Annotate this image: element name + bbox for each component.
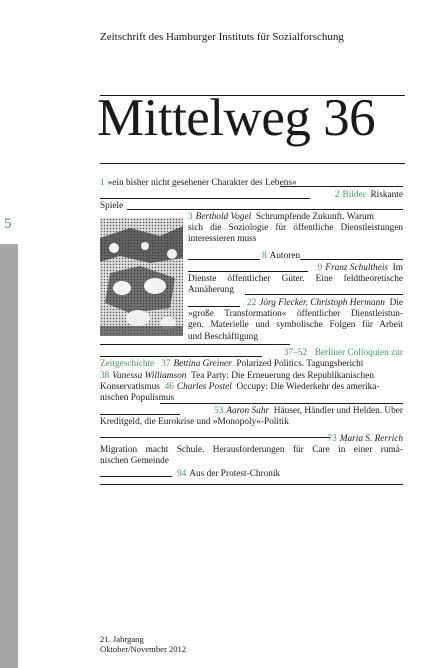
toc-title-line: »große Transformation« öffentlicher Dienstleistun- bbox=[188, 309, 403, 320]
toc-rule bbox=[127, 209, 403, 210]
toc-rule bbox=[160, 403, 403, 404]
toc-author: Charles Postel bbox=[176, 382, 232, 393]
toc-title-line: nischen Populismus bbox=[100, 393, 175, 404]
toc-title-line: Dienste öffentlicher Güter. Eine feldtheoretische bbox=[188, 274, 403, 285]
toc-series-title-continued: Zeitgeschichte bbox=[100, 359, 155, 370]
issue-footer bbox=[100, 634, 186, 654]
toc-section-label: Bilder bbox=[342, 190, 366, 200]
toc-rule bbox=[188, 271, 308, 272]
toc-page-number: 37 bbox=[161, 359, 171, 370]
toc-entry-73 bbox=[100, 434, 403, 468]
toc-rule bbox=[100, 484, 403, 485]
toc-rule bbox=[300, 259, 403, 260]
masthead-bottom-rule bbox=[100, 163, 405, 164]
toc-page-number: 2 bbox=[334, 190, 340, 200]
toc-page-number: 73 bbox=[327, 434, 337, 444]
toc-rule bbox=[100, 414, 180, 415]
cover-photo-graphic bbox=[100, 218, 183, 336]
toc-entry-37 bbox=[100, 348, 403, 370]
cover-photo bbox=[100, 218, 183, 336]
toc-title: Polarized Politics. Tagungsbericht bbox=[236, 359, 364, 370]
toc-author: Aaron Sahr bbox=[226, 406, 270, 416]
toc-title-line: und Beschäftigung bbox=[188, 331, 258, 342]
toc-title: Aus der Protest-Chronik bbox=[189, 469, 281, 479]
toc-page-number: 53 bbox=[214, 406, 224, 416]
toc-title-line: interessieren muss bbox=[188, 234, 257, 245]
toc-entry-94 bbox=[100, 469, 403, 480]
toc-title-line: sich die Soziologie für öffentliche Dienstleistungen bbox=[188, 223, 403, 234]
toc-author: Berthold Vogel bbox=[195, 212, 252, 222]
toc-author: Maria S. Rerrich bbox=[339, 434, 403, 444]
toc-entry-1 bbox=[100, 178, 403, 189]
toc-rule bbox=[188, 259, 260, 260]
toc-rule bbox=[245, 294, 403, 295]
toc-entry-8 bbox=[188, 251, 403, 262]
toc-title-line: nischen Gemeinde bbox=[100, 456, 169, 467]
toc-author: Vanessa Williamson bbox=[112, 371, 187, 381]
toc-page-number: 1 bbox=[100, 178, 105, 188]
toc-page-number: 3 bbox=[188, 212, 193, 222]
toc-title: »ein bisher nicht gesehener Charakter des Lebens« bbox=[107, 178, 297, 188]
toc-title-continued: Spiele bbox=[100, 201, 124, 212]
toc-rule bbox=[280, 186, 403, 187]
toc-title-line: Annäherung bbox=[188, 285, 234, 296]
toc-rule bbox=[100, 344, 290, 345]
toc-title: Autoren bbox=[269, 251, 301, 261]
toc-entry-9 bbox=[188, 263, 403, 297]
toc-author: Jörg Flecker, Christoph Hermann bbox=[259, 298, 385, 308]
toc-rule bbox=[188, 306, 240, 307]
toc-entry-3 bbox=[188, 212, 403, 246]
toc-title-line: gen. Materielle und symbolische Folgen für Arbeit bbox=[188, 320, 403, 331]
toc-page-number: 9 bbox=[317, 263, 323, 273]
toc-page-number: 38 bbox=[100, 371, 110, 381]
toc-title-line: Konservatismus bbox=[100, 382, 160, 393]
toc-page-number: 8 bbox=[262, 251, 267, 261]
toc-author: Bettina Greiner bbox=[173, 359, 232, 370]
toc-title: Occupy: Die Wiederkehr des amerika- bbox=[236, 382, 380, 393]
toc-author: Franz Schultheis bbox=[325, 263, 389, 273]
toc-page-number: 22 bbox=[246, 298, 257, 308]
toc-title: Die bbox=[389, 298, 403, 308]
toc-title: Schrumpfende Zukunft. Warum bbox=[255, 212, 374, 222]
toc-page-number: 46 bbox=[164, 382, 174, 393]
toc-page-number: 94 bbox=[177, 469, 187, 479]
toc-rule bbox=[100, 356, 262, 357]
toc-title: Im bbox=[392, 263, 403, 273]
toc-entry-22 bbox=[188, 298, 403, 343]
toc-series-title: Berliner Colloquien zur bbox=[314, 348, 403, 358]
spine-bar bbox=[0, 244, 18, 668]
journal-subtitle: Zeitschrift des Hamburger Instituts für Sozialforschung bbox=[100, 31, 344, 43]
toc-entry-53 bbox=[100, 406, 403, 428]
toc-title-line: Migration macht Schule. Herausforderungen für Care in einer rumä- bbox=[100, 445, 403, 456]
toc-title: Riskante bbox=[370, 190, 403, 200]
toc-title: Tea Party: Die Erneuerung des Republikanischen bbox=[191, 371, 374, 381]
toc-rule bbox=[100, 198, 310, 199]
toc-entry-38 bbox=[100, 371, 403, 405]
issue-date: Oktober/November 2012 bbox=[100, 644, 187, 654]
volume-label: 21. Jahrgang bbox=[100, 634, 144, 644]
masthead-title: Mittelweg 36 bbox=[97, 89, 376, 147]
toc-title-line: Kreditgeld, die Eurokrise und »Monopoly«-Politik bbox=[100, 417, 289, 428]
issue-number: 5 bbox=[4, 216, 12, 232]
toc-page-range: 37–52 bbox=[283, 348, 308, 358]
toc-title: Häuser, Händler und Helden. Über bbox=[273, 406, 403, 416]
